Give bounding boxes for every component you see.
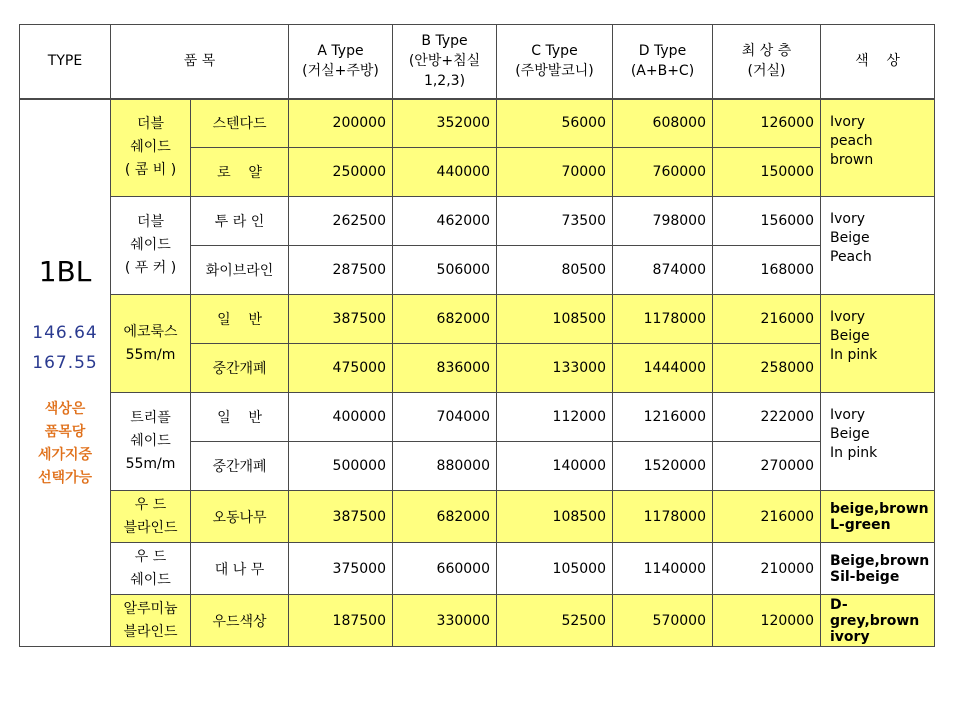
header-c-type: C Type (주방발코니) bbox=[497, 25, 613, 99]
price-d: 760000 bbox=[613, 148, 713, 197]
color-selection-note: 색상은 품목당 세가지중 선택가능 bbox=[37, 401, 93, 487]
price-d: 1178000 bbox=[613, 295, 713, 344]
header-type: TYPE bbox=[20, 25, 111, 99]
price-c: 108500 bbox=[497, 295, 613, 344]
price-c: 56000 bbox=[497, 99, 613, 148]
price-b: 836000 bbox=[393, 344, 497, 393]
product-item: 중간개폐 bbox=[191, 344, 289, 393]
price-d: 1140000 bbox=[613, 543, 713, 595]
product-item: 스텐다드 bbox=[191, 99, 289, 148]
price-top: 258000 bbox=[713, 344, 821, 393]
color-options: Ivory peach brown bbox=[821, 99, 935, 197]
table-row bbox=[20, 393, 935, 442]
color-options: D-grey,brown ivory bbox=[821, 595, 935, 647]
price-top: 120000 bbox=[713, 595, 821, 647]
price-a: 387500 bbox=[289, 491, 393, 543]
table-row bbox=[20, 99, 935, 148]
price-d: 1216000 bbox=[613, 393, 713, 442]
price-c: 80500 bbox=[497, 246, 613, 295]
price-d: 1178000 bbox=[613, 491, 713, 543]
price-b: 660000 bbox=[393, 543, 497, 595]
price-a: 400000 bbox=[289, 393, 393, 442]
product-category: 우 드 블라인드 bbox=[111, 491, 191, 543]
price-top: 216000 bbox=[713, 491, 821, 543]
price-c: 105000 bbox=[497, 543, 613, 595]
product-item: 대 나 무 bbox=[191, 543, 289, 595]
color-options: Ivory Beige In pink bbox=[821, 295, 935, 393]
price-b: 682000 bbox=[393, 491, 497, 543]
price-top: 126000 bbox=[713, 99, 821, 148]
product-item: 일 반 bbox=[191, 295, 289, 344]
price-top: 270000 bbox=[713, 442, 821, 491]
product-category: 더블 쉐이드 ( 푸 커 ) bbox=[111, 197, 191, 295]
price-b: 506000 bbox=[393, 246, 497, 295]
type-name: 1BL bbox=[38, 255, 92, 289]
price-c: 112000 bbox=[497, 393, 613, 442]
table-row bbox=[20, 595, 935, 647]
price-top: 150000 bbox=[713, 148, 821, 197]
header-a-type: A Type (거실+주방) bbox=[289, 25, 393, 99]
table-row bbox=[20, 543, 935, 595]
price-b: 352000 bbox=[393, 99, 497, 148]
price-a: 375000 bbox=[289, 543, 393, 595]
price-c: 52500 bbox=[497, 595, 613, 647]
price-d: 570000 bbox=[613, 595, 713, 647]
price-c: 133000 bbox=[497, 344, 613, 393]
price-d: 1520000 bbox=[613, 442, 713, 491]
product-category: 더블 쉐이드 ( 콤 비 ) bbox=[111, 99, 191, 197]
product-item: 화이브라인 bbox=[191, 246, 289, 295]
price-c: 73500 bbox=[497, 197, 613, 246]
product-item: 우드색상 bbox=[191, 595, 289, 647]
price-b: 682000 bbox=[393, 295, 497, 344]
color-options: Beige,brown Sil-beige bbox=[821, 543, 935, 595]
price-b: 704000 bbox=[393, 393, 497, 442]
price-a: 387500 bbox=[289, 295, 393, 344]
product-item: 중간개폐 bbox=[191, 442, 289, 491]
area-value: 146.64 bbox=[32, 323, 98, 344]
product-category: 트리플 쉐이드 55m/m bbox=[111, 393, 191, 491]
header-row bbox=[20, 25, 935, 99]
price-a: 475000 bbox=[289, 344, 393, 393]
price-top: 210000 bbox=[713, 543, 821, 595]
product-item: 일 반 bbox=[191, 393, 289, 442]
product-item: 투 라 인 bbox=[191, 197, 289, 246]
price-top: 168000 bbox=[713, 246, 821, 295]
price-b: 462000 bbox=[393, 197, 497, 246]
header-top-floor: 최 상 층 (거실) bbox=[713, 25, 821, 99]
price-a: 250000 bbox=[289, 148, 393, 197]
color-options: Ivory Beige Peach bbox=[821, 197, 935, 295]
price-d: 608000 bbox=[613, 99, 713, 148]
price-a: 500000 bbox=[289, 442, 393, 491]
price-top: 216000 bbox=[713, 295, 821, 344]
type-summary-cell bbox=[20, 99, 111, 647]
price-top: 156000 bbox=[713, 197, 821, 246]
color-options: Ivory Beige In pink bbox=[821, 393, 935, 491]
product-category: 에코룩스 55m/m bbox=[111, 295, 191, 393]
table-row bbox=[20, 491, 935, 543]
price-table bbox=[19, 24, 935, 647]
price-c: 108500 bbox=[497, 491, 613, 543]
area-value: 167.55 bbox=[32, 353, 98, 374]
color-options: beige,brown L-green bbox=[821, 491, 935, 543]
header-b-type: B Type (안방+침실 1,2,3) bbox=[393, 25, 497, 99]
product-item: 오동나무 bbox=[191, 491, 289, 543]
price-d: 1444000 bbox=[613, 344, 713, 393]
table-row bbox=[20, 295, 935, 344]
price-a: 262500 bbox=[289, 197, 393, 246]
price-a: 200000 bbox=[289, 99, 393, 148]
price-c: 70000 bbox=[497, 148, 613, 197]
price-b: 880000 bbox=[393, 442, 497, 491]
price-a: 287500 bbox=[289, 246, 393, 295]
price-top: 222000 bbox=[713, 393, 821, 442]
product-item: 로 얄 bbox=[191, 148, 289, 197]
table-row bbox=[20, 197, 935, 246]
price-d: 874000 bbox=[613, 246, 713, 295]
header-d-type: D Type (A+B+C) bbox=[613, 25, 713, 99]
price-d: 798000 bbox=[613, 197, 713, 246]
product-category: 알루미늄 블라인드 bbox=[111, 595, 191, 647]
header-color: 색 상 bbox=[821, 25, 935, 99]
header-item: 품 목 bbox=[111, 25, 289, 99]
price-c: 140000 bbox=[497, 442, 613, 491]
price-b: 440000 bbox=[393, 148, 497, 197]
price-a: 187500 bbox=[289, 595, 393, 647]
price-b: 330000 bbox=[393, 595, 497, 647]
product-category: 우 드 쉐이드 bbox=[111, 543, 191, 595]
